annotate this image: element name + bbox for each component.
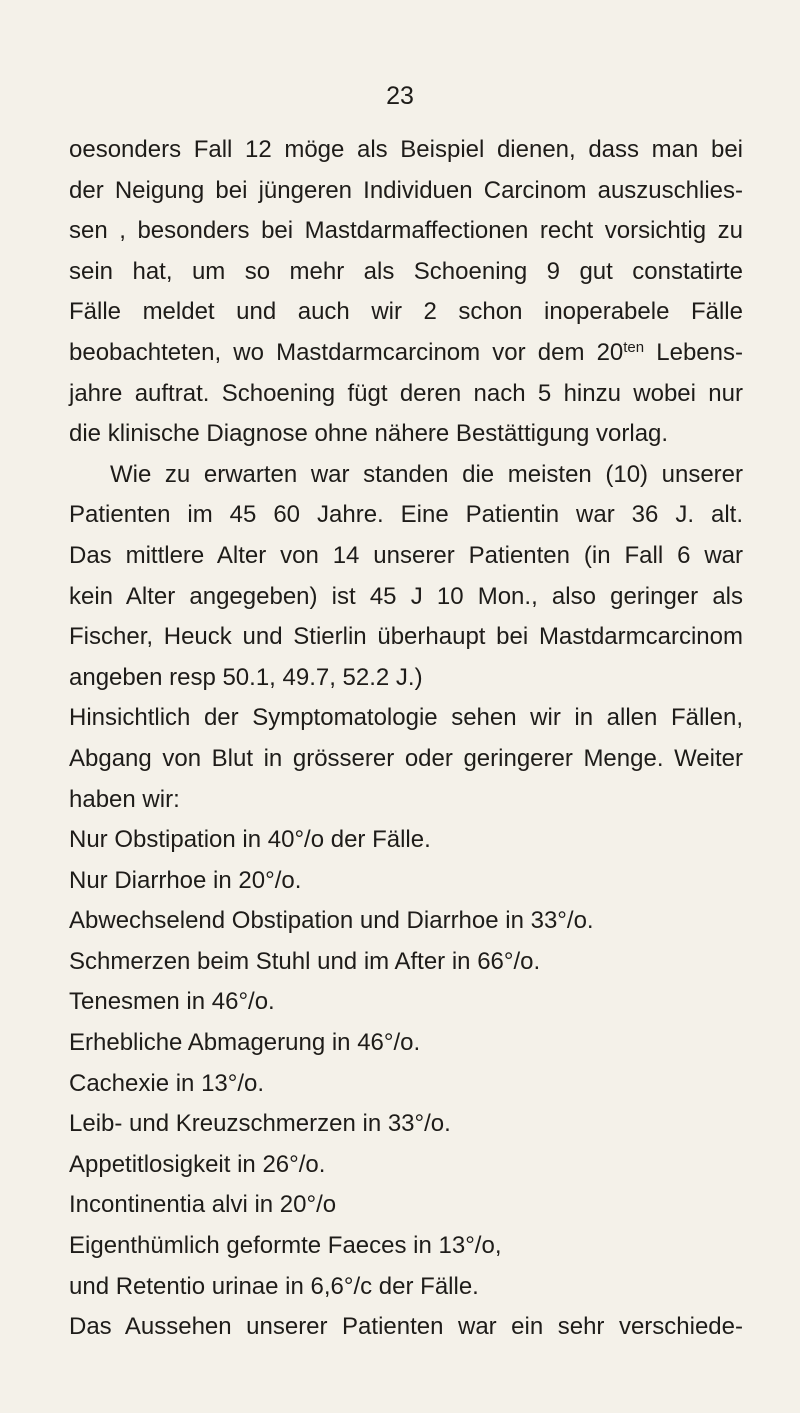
symptom-line: Nur Diarrhoe in 20°/o. [69, 866, 302, 894]
symptom-line: Appetitlosigkeit in 26°/o. [69, 1150, 326, 1178]
symptom-line: Tenesmen in 46°/o. [69, 988, 275, 1016]
text-line: die klinische Diagnose ohne nähere Bestättigung vorlag. [69, 420, 669, 448]
symptom-line: Abwechselend Obstipation und Diarrhoe in 33°/o. [69, 907, 594, 935]
text-line: Wie zu erwarten war standen die meisten (10) unserer [110, 460, 743, 488]
body-text [69, 130, 743, 1348]
symptom-line: Incontinentia alvi in 20°/o [69, 1191, 337, 1219]
text-line: Patienten im 45 60 Jahre. Eine Patientin war 36 J. alt. [69, 501, 743, 529]
text-line: angeben resp 50.1, 49.7, 52.2 J.) [69, 663, 423, 691]
text-line: haben wir: [69, 785, 180, 813]
symptom-line: Eigenthümlich geformte Faeces in 13°/o, [69, 1232, 502, 1260]
superscript: ten [623, 338, 645, 356]
symptom-line: Cachexie in 13°/o. [69, 1069, 265, 1097]
symptom-line: Nur Obstipation in 40°/o der Fälle. [69, 826, 431, 854]
symptom-line: und Retentio urinae in 6,6°/c der Fälle. [69, 1272, 479, 1300]
text-line [69, 333, 743, 374]
text-line: oesonders Fall 12 möge als Beispiel dienen, dass man bei [69, 136, 743, 163]
page-number: 23 [386, 82, 414, 110]
symptom-line: Schmerzen beim Stuhl und im After in 66°/o. [69, 947, 541, 975]
text-line: Das mittlere Alter von 14 unserer Patienten (in Fall 6 war [69, 541, 743, 569]
text-line: Das Aussehen unserer Patienten war ein sehr verschiede- [69, 1313, 743, 1341]
text-run: Lebens- [644, 338, 743, 366]
text-line: jahre auftrat. Schoening fügt deren nach 5 hinzu wobei nur [69, 379, 743, 407]
symptom-line: Erhebliche Abmagerung in 46°/o. [69, 1029, 421, 1057]
text-line: Fischer, Heuck und Stierlin überhaupt bei Mastdarmcarcinom [69, 623, 743, 651]
text-line: der Neigung bei jüngeren Individuen Carcinom auszuschlies- [69, 176, 743, 204]
text-line: Hinsichtlich der Symptomatologie sehen wir in allen Fällen, [69, 704, 743, 732]
text-run: beobachteten, wo Mastdarmcarcinom vor dem 20 [69, 338, 624, 366]
text-line: sein hat, um so mehr als Schoening 9 gut constatirte [69, 257, 743, 285]
text-line: kein Alter angegeben) ist 45 J 10 Mon., also geringer als [69, 582, 743, 610]
text-line: Abgang von Blut in grösserer oder geringerer Menge. Weiter [69, 744, 743, 772]
symptom-line: Leib- und Kreuzschmerzen in 33°/o. [69, 1110, 451, 1138]
text-line: sen , besonders bei Mastdarmaffectionen recht vorsichtig zu [69, 217, 743, 245]
text-line: Fälle meldet und auch wir 2 schon inoperabele Fälle [69, 298, 743, 326]
